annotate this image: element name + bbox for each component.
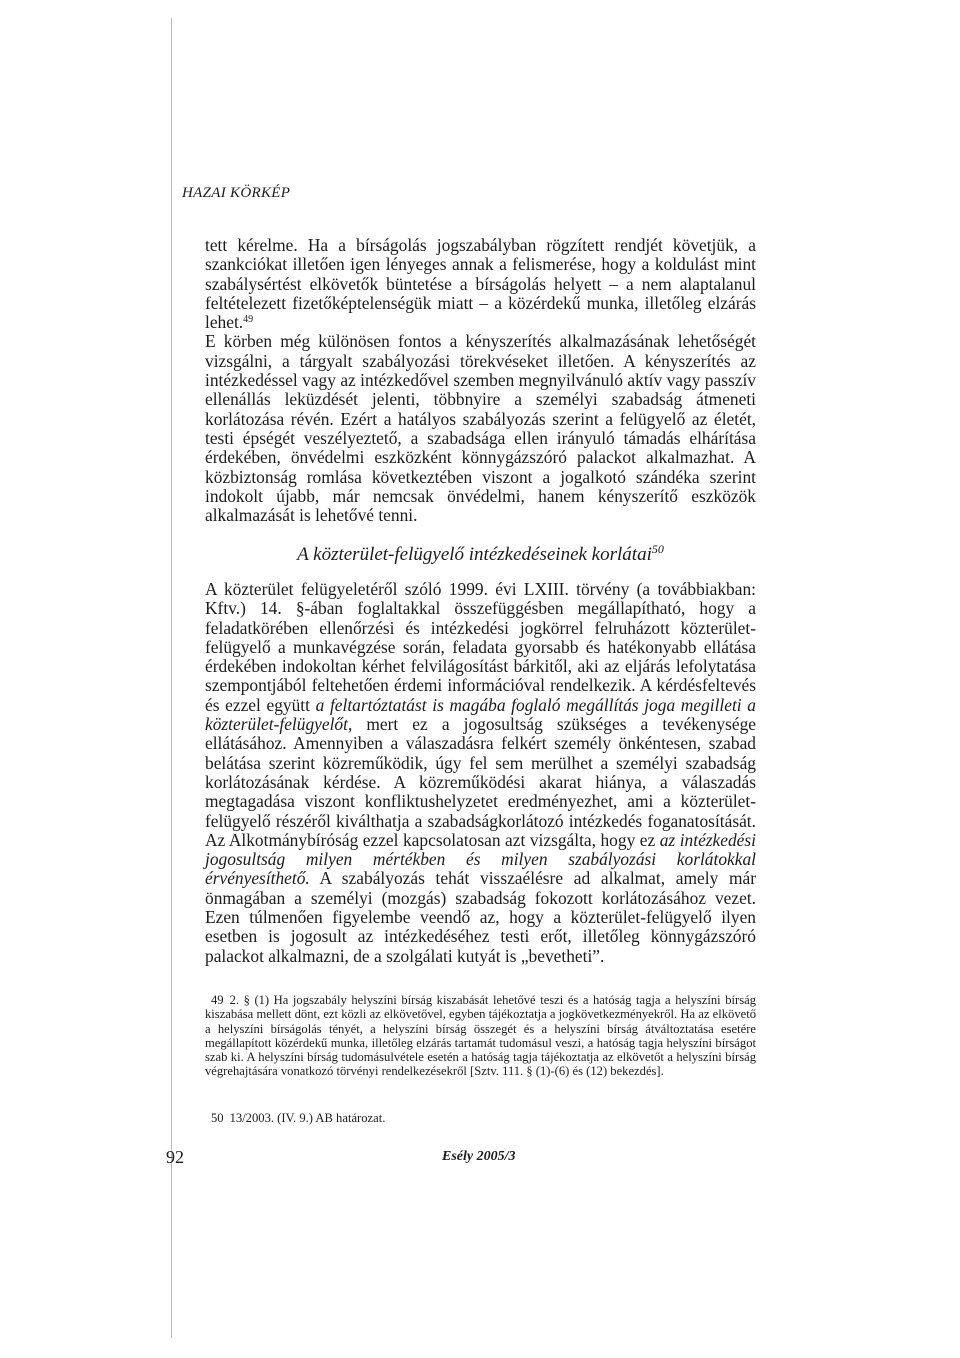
page-number: 92 (166, 1147, 184, 1167)
paragraph-2: E körben még különösen fontos a kényszerítés alkalmazásának lehetőségét vizsgálni, a tárgyalt szabályozási törekvéseket illetően. A kényszerítés az intézkedéssel vagy az intézkedővel szemben megnyilvánuló aktív vagy passzív ellenállás leküzdését jelenti, többnyire a személyi szabadság átmeneti korlátozása révén. Ezért a hatályos szabályozás szerint a felügyelő az életét, testi épségét veszélyeztető, a szabadsága ellen irányuló támadás elhárítása érdekében, önvédelmi eszközként könnygázszóró palackot alkalmazhat. A közbiztonság romlása következtében viszont a jogalkotó szándéka szerint indokolt újabb, már nemcsak önvédelmi, hanem kényszerítő eszközök alkalmazását is lehetővé tenni. (205, 331, 756, 526)
margin-rule (171, 18, 172, 1338)
footnote-50 (205, 1111, 756, 1125)
body-text-bottom (205, 580, 756, 966)
paragraph-3-italic-2: az intézkedési jogosultság milyen mértékben és milyen szabályozási korlátokkal érvényesíthető. (205, 829, 757, 889)
body-text-top (205, 236, 756, 525)
section-heading-text: A közterület-felügyelő intézkedéseinek korlátai (297, 544, 652, 565)
footnote-49 (205, 993, 756, 1079)
paragraph-3-part-2: mert ez a jogosultság szükséges a tevékenysége ellátásához. Amennyiben a válaszadásra felkért személy önkéntesen, szabad belátása szerint közreműködik, úgy fel sem merülhet a személyi szabadság korlátozásának kérdése. A közreműködési akarat hiánya, a válaszadás megtagadása viszont konfliktushelyzetet eredményezhet, ami a közterület-felügyelő részéről kiválthatja a szabadságkorlátozó intézkedés foganatosítását. Az Alkotmánybíróság ezzel kapcsolatosan azt vizsgálta, hogy ez (205, 714, 756, 850)
footnote-ref-50[interactable]: 50 (651, 542, 664, 556)
paragraph-3 (205, 580, 756, 966)
footnote-ref-49[interactable]: 49 (243, 314, 254, 326)
running-head: HAZAI KÖRKÉP (182, 185, 291, 201)
paragraph-1-text: tett kérelme. Ha a bírságolás jogszabályban rögzített rendjét követjük, a szankciókat illetően igen lényeges annak a felismerése, hogy a koldulást mint szabálysértést elkövetők büntetése a bírságolás helyett – a nem alaptalanul feltételezett fizetőképtelenségük miatt – a közérdekű munka, illetőleg elzárás lehet. (205, 235, 756, 333)
footnote-49-number: 49 (211, 993, 224, 1007)
journal-footer: Esély 2005/3 (442, 1149, 516, 1164)
section-heading (205, 544, 756, 566)
footnote-49-text: 2. § (1) Ha jogszabály helyszíni bírság kiszabását lehetővé teszi és a hatóság tagja a helyszíni bírság kiszabása mellett dönt, ezt közli az elkövetővel, egyben tájékoztatja a jogkövetkezményekről. Ha az elkövető a helyszíni bírságolás tényét, a helyszíni bírság összegét és a helyszíni bírság átváltoztatása esetére megállapított közérdekű munka, illetőleg elzárás tartamát tudomásul veszi, a hatóság tagja helyszíni bírságot szab ki. A helyszíni bírság tudomásulvétele esetén a hatóság tagja tájékoztatja az elkövetőt a helyszíni bírság végrehajtására vonatkozó törvényi rendelkezésekről [Sztv. 111. § (1)-(6) és (12) bekezdés]. (205, 993, 756, 1079)
paragraph-3-part-1: A közterület felügyeletéről szóló 1999. évi LXIII. törvény (a továbbiakban: Kftv.) 14. §-ában foglaltakkal összefüggésben megállapítható, hogy a feladatkörében ellenőrzési és intézkedési jogkörrel felruházott közterület-felügyelő a munkavégzése során, feladata gyorsabb és hatékonyabb ellátása érdekében indokoltan kérhet felvilágosítást bárkitől, aki az eljárás lefolytatása szempontjából feltehetően érdemi információval rendelkezik. A kérdésfeltevés és ezzel együtt (205, 579, 756, 715)
paragraph-3-italic-1: a feltartóztatást is magába foglaló megállítás joga megilleti a közterület-felügyelőt, (205, 694, 756, 735)
paragraph-1 (205, 236, 756, 332)
footnote-50-text: 13/2003. (IV. 9.) AB határozat. (229, 1111, 386, 1125)
footnote-50-number: 50 (211, 1111, 224, 1125)
paragraph-3-part-3: A szabályozás tehát visszaélésre ad alkalmat, amely már önmagában a személyi (mozgás) szabadság fokozott korlátozásához vezet. Ezen túlmenően figyelembe veendő az, hogy a közterület-felügyelő ilyen esetben is jogosult az intézkedéséhez testi erőt, illetőleg könnygázszóró palackot alkalmazni, de a szolgálati kutyát is „bevetheti”. (205, 868, 756, 966)
